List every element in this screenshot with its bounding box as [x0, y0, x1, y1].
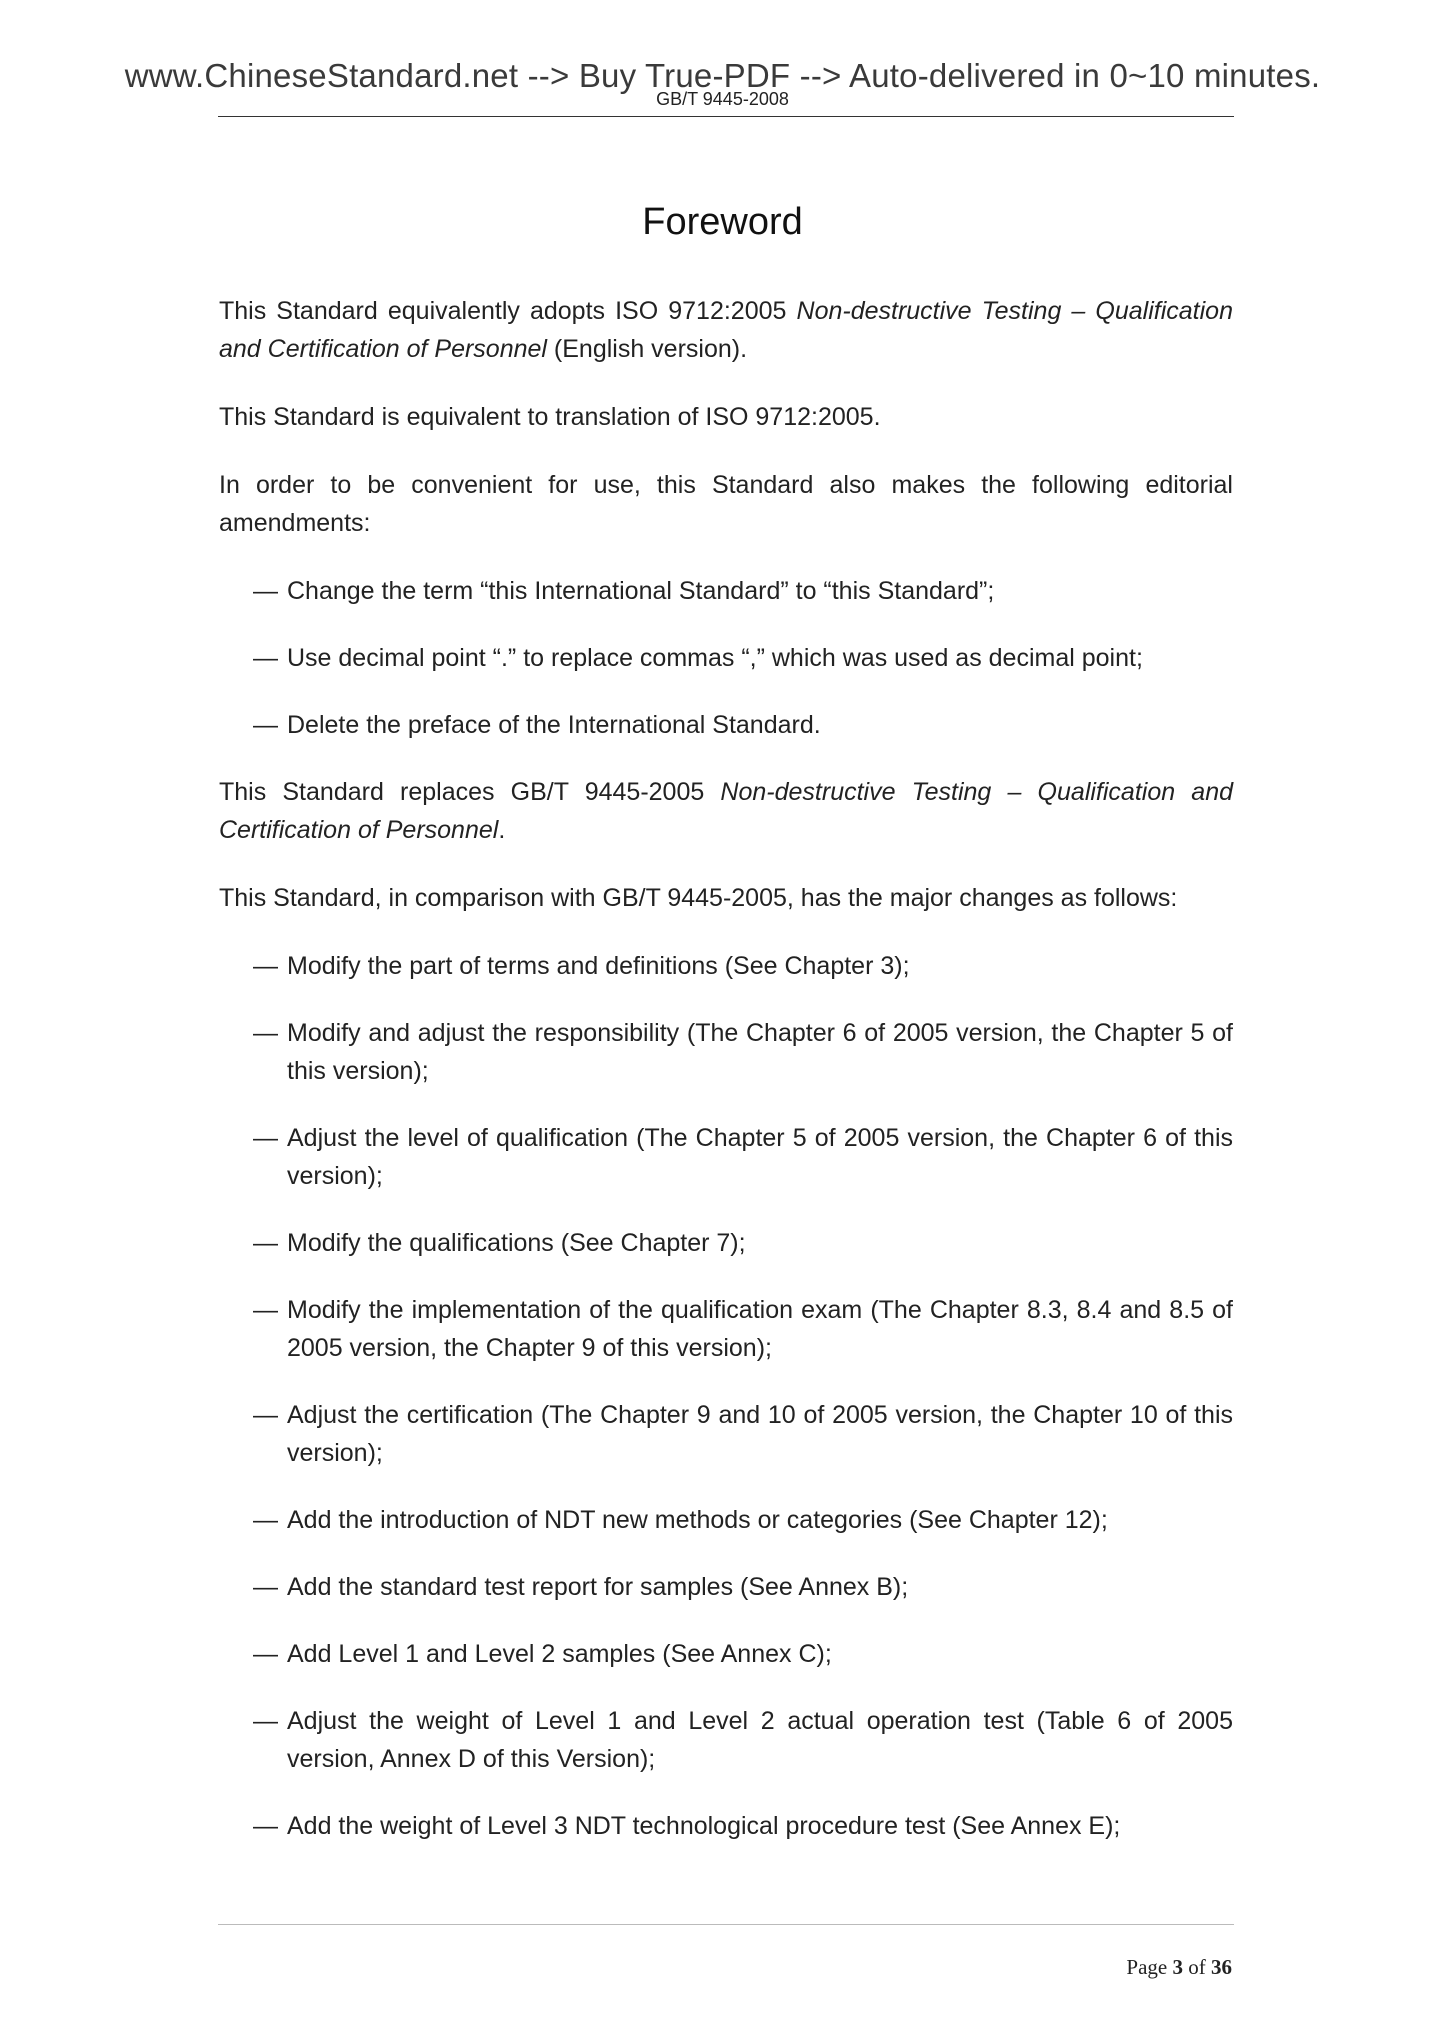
editorial-intro-paragraph: In order to be convenient for use, this Standard also makes the following editorial amendments: [219, 471, 1233, 537]
editorial-item: — Change the term “this International Standard” to “this Standard”; [253, 577, 995, 605]
change-item: — Add the introduction of NDT new methods or categories (See Chapter 12); [253, 1506, 1108, 1534]
iso-title-italic: Non-destructive Testing – Qualification and Certification of Personnel [219, 297, 1233, 363]
footer-divider [218, 1924, 1234, 1925]
equivalence-paragraph: This Standard is equivalent to translation of ISO 9712:2005. [219, 403, 881, 431]
change-item: — Adjust the certification (The Chapter 9 and 10 of 2005 version, the Chapter 10 of this version); [253, 1401, 1233, 1467]
change-item: — Add the standard test report for samples (See Annex B); [253, 1573, 909, 1601]
change-item: — Add the weight of Level 3 NDT technological procedure test (See Annex E); [253, 1812, 1121, 1840]
change-item: — Modify the qualifications (See Chapter 7); [253, 1229, 746, 1257]
standard-code-header: GB/T 9445-2008 [656, 89, 789, 109]
page-number: Page 3 of 36 [1126, 1955, 1232, 1979]
change-item: — Adjust the weight of Level 1 and Level 2 actual operation test (Table 6 of 2005 version, Annex D of this Version); [253, 1707, 1233, 1773]
replaces-paragraph: This Standard replaces GB/T 9445-2005 Non-destructive Testing – Qualification and Certification of Personnel. [219, 778, 1234, 844]
intro-paragraph: This Standard equivalently adopts ISO 9712:2005 Non-destructive Testing – Qualification and Certification of Personnel (English version). [219, 297, 1233, 363]
website-banner: www.ChineseStandard.net --> Buy True-PDF --> Auto-delivered in 0~10 minutes. [124, 57, 1321, 94]
change-item: — Modify the implementation of the qualification exam (The Chapter 8.3, 8.4 and 8.5 of 2005 version, the Chapter 9 of this version); [253, 1296, 1233, 1362]
change-item: — Modify the part of terms and definitions (See Chapter 3); [253, 952, 910, 980]
editorial-item: — Delete the preface of the International Standard. [253, 711, 821, 739]
change-item: — Add Level 1 and Level 2 samples (See Annex C); [253, 1640, 832, 1668]
header-divider [218, 116, 1234, 117]
editorial-item: — Use decimal point “.” to replace commas “,” which was used as decimal point; [253, 644, 1143, 672]
replaced-title-italic: Non-destructive Testing – Qualification and Certification of Personnel [219, 778, 1234, 844]
page-title: Foreword [642, 201, 803, 243]
change-item: — Modify and adjust the responsibility (The Chapter 6 of 2005 version, the Chapter 5 of this version); [253, 1019, 1233, 1085]
change-item: — Adjust the level of qualification (The Chapter 5 of 2005 version, the Chapter 6 of this version); [253, 1124, 1233, 1190]
document-body [219, 292, 1233, 1874]
changes-intro-paragraph: This Standard, in comparison with GB/T 9445-2005, has the major changes as follows: [219, 884, 1178, 912]
